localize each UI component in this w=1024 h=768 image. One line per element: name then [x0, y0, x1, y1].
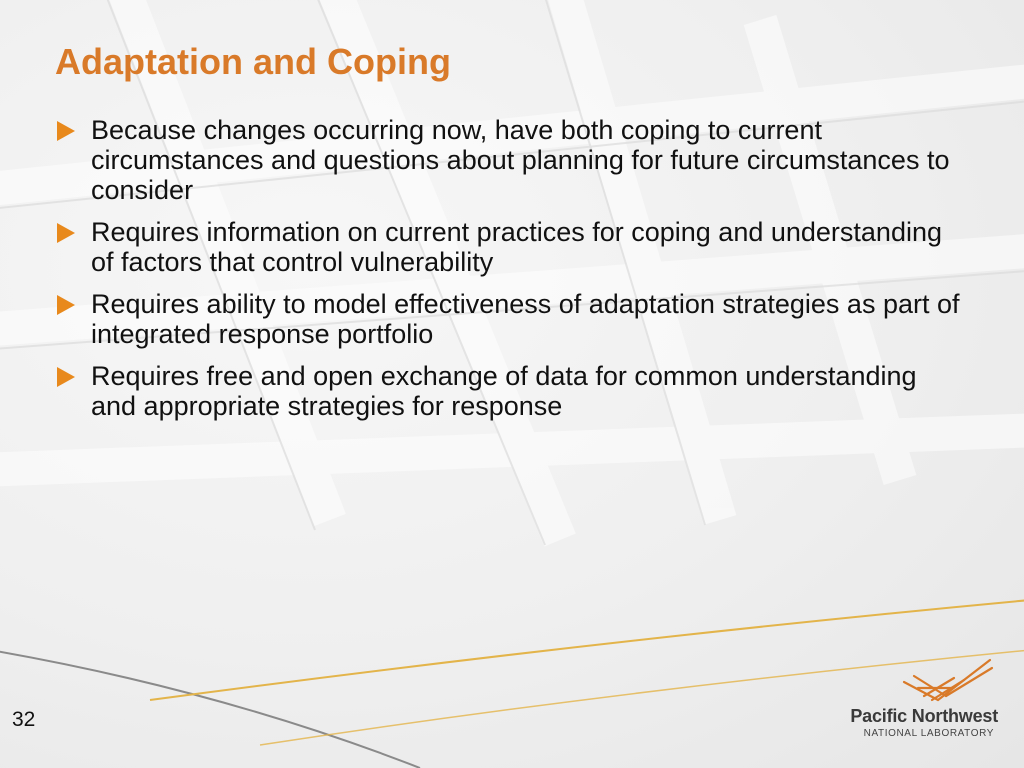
- slide-title: Adaptation and Coping: [55, 41, 451, 82]
- pnnl-logo: [808, 656, 998, 742]
- bullet-list: [55, 115, 965, 433]
- triangle-bullet-icon: [57, 223, 75, 243]
- triangle-bullet-icon: [57, 367, 75, 387]
- bullet-item: [55, 361, 965, 421]
- bullet-text: Requires information on current practices for coping and understanding of factors that control vulnerability: [91, 217, 942, 277]
- bullet-text: Because changes occurring now, have both coping to current circumstances and questions about planning for future circumstances to consider: [91, 115, 950, 205]
- triangle-bullet-icon: [57, 121, 75, 141]
- bullet-text: Requires free and open exchange of data for common understanding and appropriate strategies for response: [91, 361, 917, 421]
- triangle-bullet-icon: [57, 295, 75, 315]
- bullet-item: [55, 217, 965, 277]
- bullet-item: [55, 289, 965, 349]
- logo-subtitle: NATIONAL LABORATORY: [863, 728, 994, 739]
- pnnl-logo-icon: [894, 656, 994, 704]
- page-number: 32: [12, 708, 36, 731]
- bullet-item: [55, 115, 965, 205]
- bullet-text: Requires ability to model effectiveness of adaptation strategies as part of integrated response portfolio: [91, 289, 960, 349]
- gray-swoosh-line: [0, 650, 420, 768]
- logo-name: Pacific Northwest: [850, 706, 998, 726]
